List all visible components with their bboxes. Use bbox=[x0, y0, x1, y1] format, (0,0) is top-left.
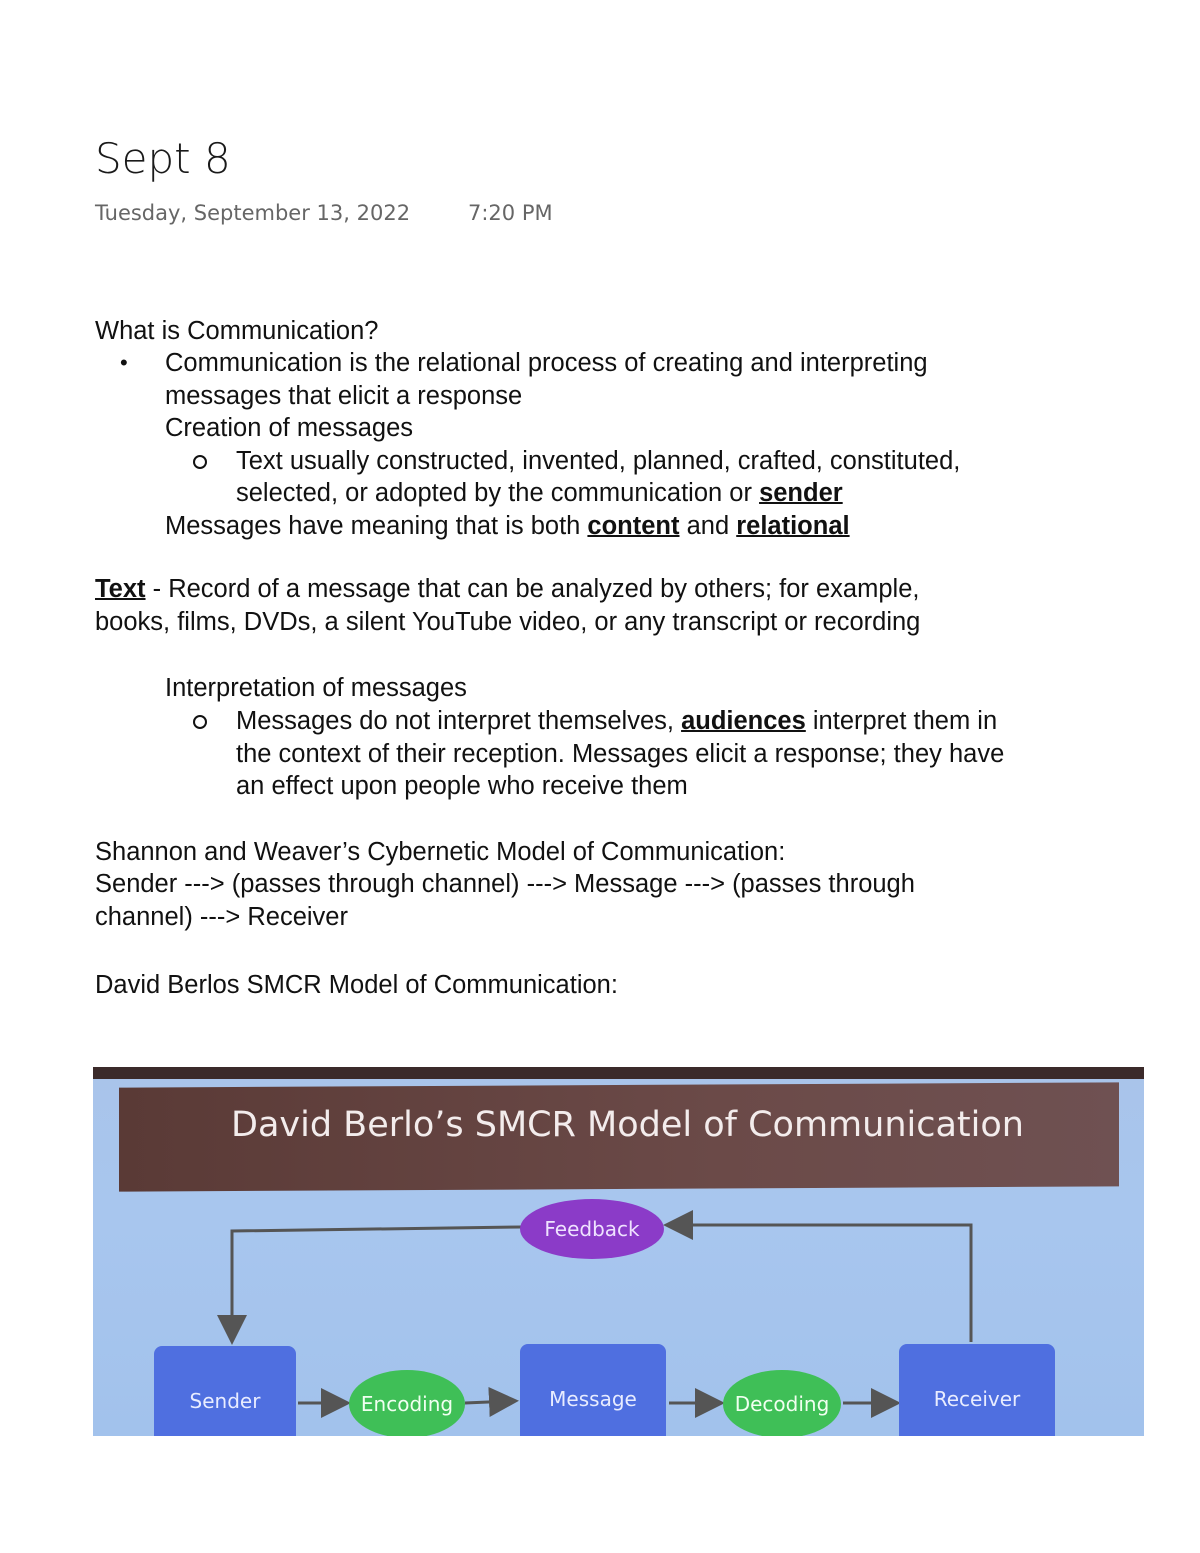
feedback-oval: Feedback bbox=[520, 1199, 664, 1259]
sub2-line1-text: Messages do not interpret themselves, bbox=[236, 707, 682, 735]
shannon-line2: channel) ---> Receiver bbox=[95, 903, 348, 931]
section-heading-communication: What is Communication? bbox=[95, 317, 379, 345]
sub2-line1-post: interpret them in bbox=[805, 707, 998, 735]
shannon-heading: Shannon and Weaver’s Cybernetic Model of Communication: bbox=[95, 838, 786, 866]
meaning-text: Messages have meaning that is both bbox=[165, 512, 588, 540]
bullet1-line2: messages that elicit a response bbox=[165, 382, 523, 410]
sub2-line3: an effect upon people who receive them bbox=[236, 772, 688, 800]
sub1-line1: Text usually constructed, invented, planned, crafted, constituted, bbox=[236, 447, 961, 475]
decoding-oval: Decoding bbox=[723, 1370, 841, 1436]
page-date: Tuesday, September 13, 2022 bbox=[95, 201, 411, 225]
receiver-to-feedback-arrow bbox=[669, 1225, 971, 1342]
text-definition: - Record of a message that can be analyzed by others; for example, bbox=[145, 575, 920, 603]
sub-bullet-circle-icon bbox=[193, 455, 207, 469]
sub-bullet-circle-icon bbox=[193, 715, 207, 729]
interpretation-heading: Interpretation of messages bbox=[165, 674, 467, 702]
message-box: Message bbox=[520, 1344, 666, 1436]
slide-title: David Berlo’s SMCR Model of Communication bbox=[231, 1105, 1024, 1145]
sub1-line2-text: selected, or adopted by the communication or bbox=[236, 479, 760, 507]
receiver-box: Receiver bbox=[899, 1344, 1055, 1436]
term-audiences: audiences bbox=[681, 707, 806, 735]
text-definition-line1 bbox=[95, 573, 919, 605]
slide-photo bbox=[93, 1067, 1144, 1436]
text-definition-line2: books, films, DVDs, a silent YouTube video, or any transcript or recording bbox=[95, 608, 921, 636]
bullet-dot-icon: • bbox=[120, 350, 128, 375]
term-content: content bbox=[587, 512, 680, 540]
page-time: 7:20 PM bbox=[468, 201, 553, 225]
encoding-oval: Encoding bbox=[349, 1370, 465, 1436]
shannon-line1: Sender ---> (passes through channel) ---> Message ---> (passes through bbox=[95, 870, 915, 898]
creation-heading: Creation of messages bbox=[165, 414, 414, 442]
page-title: Sept 8 bbox=[95, 134, 231, 183]
berlo-heading: David Berlos SMCR Model of Communication: bbox=[95, 971, 618, 999]
sub1-line2 bbox=[236, 477, 843, 509]
bullet1-line1: Communication is the relational process of creating and interpreting bbox=[165, 349, 928, 377]
term-sender: sender bbox=[759, 479, 843, 507]
feedback-to-sender-arrow bbox=[232, 1227, 521, 1339]
meaning-and: and bbox=[679, 512, 737, 540]
term-relational: relational bbox=[736, 512, 850, 540]
sub2-line1 bbox=[236, 705, 997, 737]
sub2-line2: the context of their reception. Messages elicit a response; they have bbox=[236, 740, 1005, 768]
encoding-to-message-arrow bbox=[465, 1401, 513, 1403]
sender-box: Sender bbox=[154, 1346, 296, 1436]
meaning-line bbox=[165, 510, 850, 542]
term-text: Text bbox=[95, 575, 146, 603]
